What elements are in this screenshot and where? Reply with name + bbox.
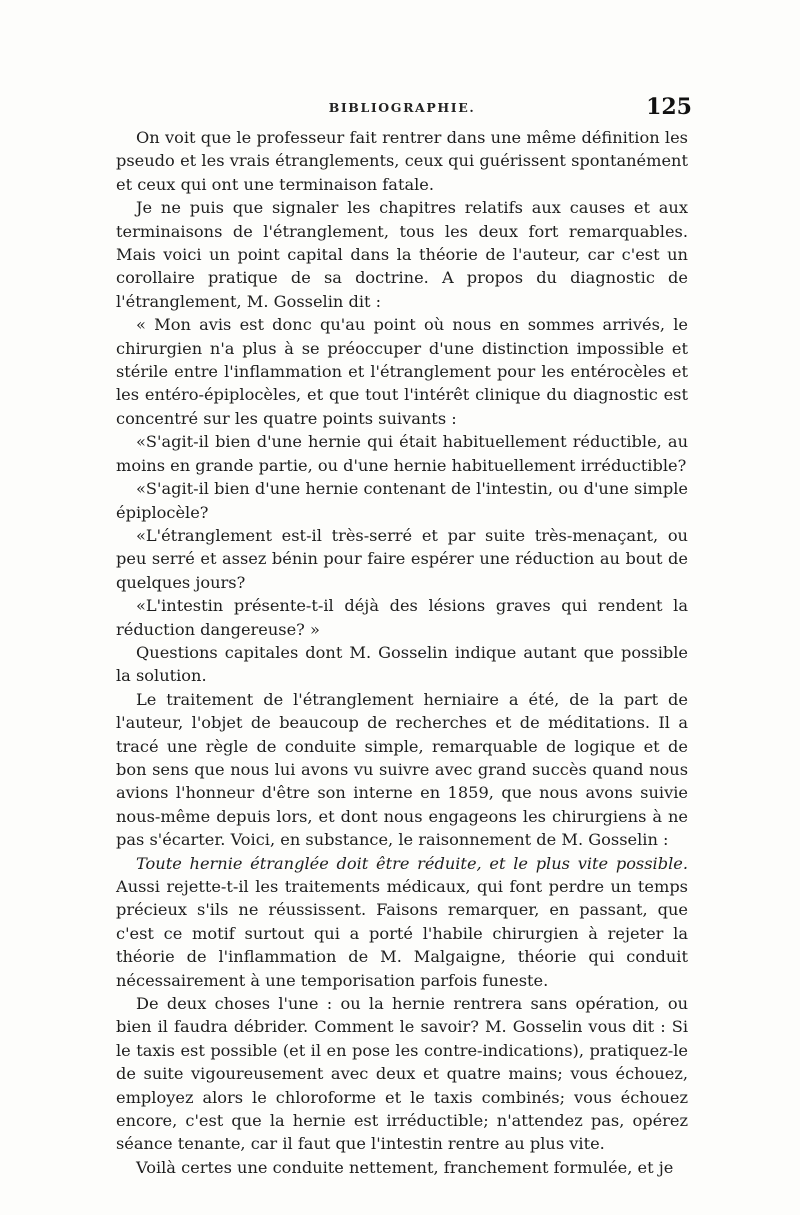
- paragraph: [116, 1156, 688, 1179]
- paragraph: [116, 196, 688, 313]
- page-number: 125: [646, 94, 692, 120]
- paragraph: [116, 688, 688, 852]
- paragraph-text: On voit que le professeur fait rentrer dans une même définition les pseudo et les vrais étranglements, ceux qui guérissent spontanément et ceux qui ont une terminaison fatale.: [116, 128, 688, 194]
- paragraph: [116, 992, 688, 1156]
- paragraph: [116, 852, 688, 992]
- paragraph: [116, 477, 688, 524]
- paragraph-text: Voilà certes une conduite nettement, franchement formulée, et je: [136, 1157, 674, 1177]
- paragraph-text: Aussi rejette-t-il les traitements médicaux, qui font perdre un temps précieux s'ils ne réussissent. Faisons remarquer, en passant, que c'est ce motif surtout qui a porté l'habile chirurgien à rejeter la théorie de l'inflammation de M. Malgaigne, théorie qui conduit nécessairement à une temporisation parfois funeste.: [116, 877, 688, 990]
- book-page: [116, 94, 692, 1179]
- paragraph-text: «S'agit-il bien d'une hernie contenant de l'intestin, ou d'une simple épiplocèle?: [116, 479, 688, 522]
- paragraph: [116, 594, 688, 641]
- italic-maxim: Toute hernie étranglée doit être réduite, et le plus vite possible.: [136, 853, 688, 873]
- paragraph-text: «S'agit-il bien d'une hernie qui était habituellement réductible, au moins en grande partie, ou d'une hernie habituellement irréductible?: [116, 432, 688, 475]
- paragraph-text: Je ne puis que signaler les chapitres relatifs aux causes et aux terminaisons de l'étranglement, tous les deux fort remarquables. Mais voici un point capital dans la théorie de l'auteur, car c'est un corollaire pratique de sa doctrine. A propos du diagnostic de l'étranglement, M. Gosselin dit :: [116, 198, 688, 311]
- paragraph-text: « Mon avis est donc qu'au point où nous en sommes arrivés, le chirurgien n'a plus à se préoccuper d'une distinction impossible et stérile entre l'inflammation et l'étranglement pour les entérocèles et les entéro-épiplocèles, et que tout l'intérêt clinique du diagnostic est concentré sur les quatre points suivants :: [116, 315, 688, 428]
- paragraph: [116, 313, 688, 430]
- paragraph-text: De deux choses l'une : ou la hernie rentrera sans opération, ou bien il faudra débrider. Comment le savoir? M. Gosselin vous dit : Si le taxis est possible (et il en pose les contre-indications), pratiquez-le de suite vigoureusement avec deux et quatre mains; vous échouez, employez alors le chloroforme et le taxis combinés; vous échouez encore, c'est que la hernie est irréductible; n'attendez pas, opérez séance tenante, car il faut que l'intestin rentre au plus vite.: [116, 994, 688, 1154]
- paragraph: [116, 524, 688, 594]
- paragraph-text: Questions capitales dont M. Gosselin indique autant que possible la solution.: [116, 642, 688, 686]
- paragraph: [116, 641, 688, 688]
- running-head: [116, 94, 692, 126]
- body-text: [116, 126, 688, 1179]
- paragraph: [116, 126, 688, 196]
- paragraph-text: «L'intestin présente-t-il déjà des lésions graves qui rendent la réduction dangereuse? »: [116, 596, 688, 639]
- paragraph-text: «L'étranglement est-il très-serré et par suite très-menaçant, ou peu serré et assez bénin pour faire espérer une réduction au bout de quelques jours?: [116, 525, 688, 592]
- paragraph-text: Le traitement de l'étranglement herniaire a été, de la part de l'auteur, l'objet de beaucoup de recherches et de méditations. Il a tracé une règle de conduite simple, remarquable de logique et de bon sens que nous lui avons vu suivre avec grand succès quand nous avions l'honneur d'être son interne en 1859, que nous avons suivie nous-même depuis lors, et dont nous engageons les chirurgiens à ne pas s'écarter. Voici, en substance, le raisonnement de M. Gosselin :: [116, 689, 688, 850]
- paragraph: [116, 430, 688, 477]
- running-title: BIBLIOGRAPHIE.: [328, 100, 476, 115]
